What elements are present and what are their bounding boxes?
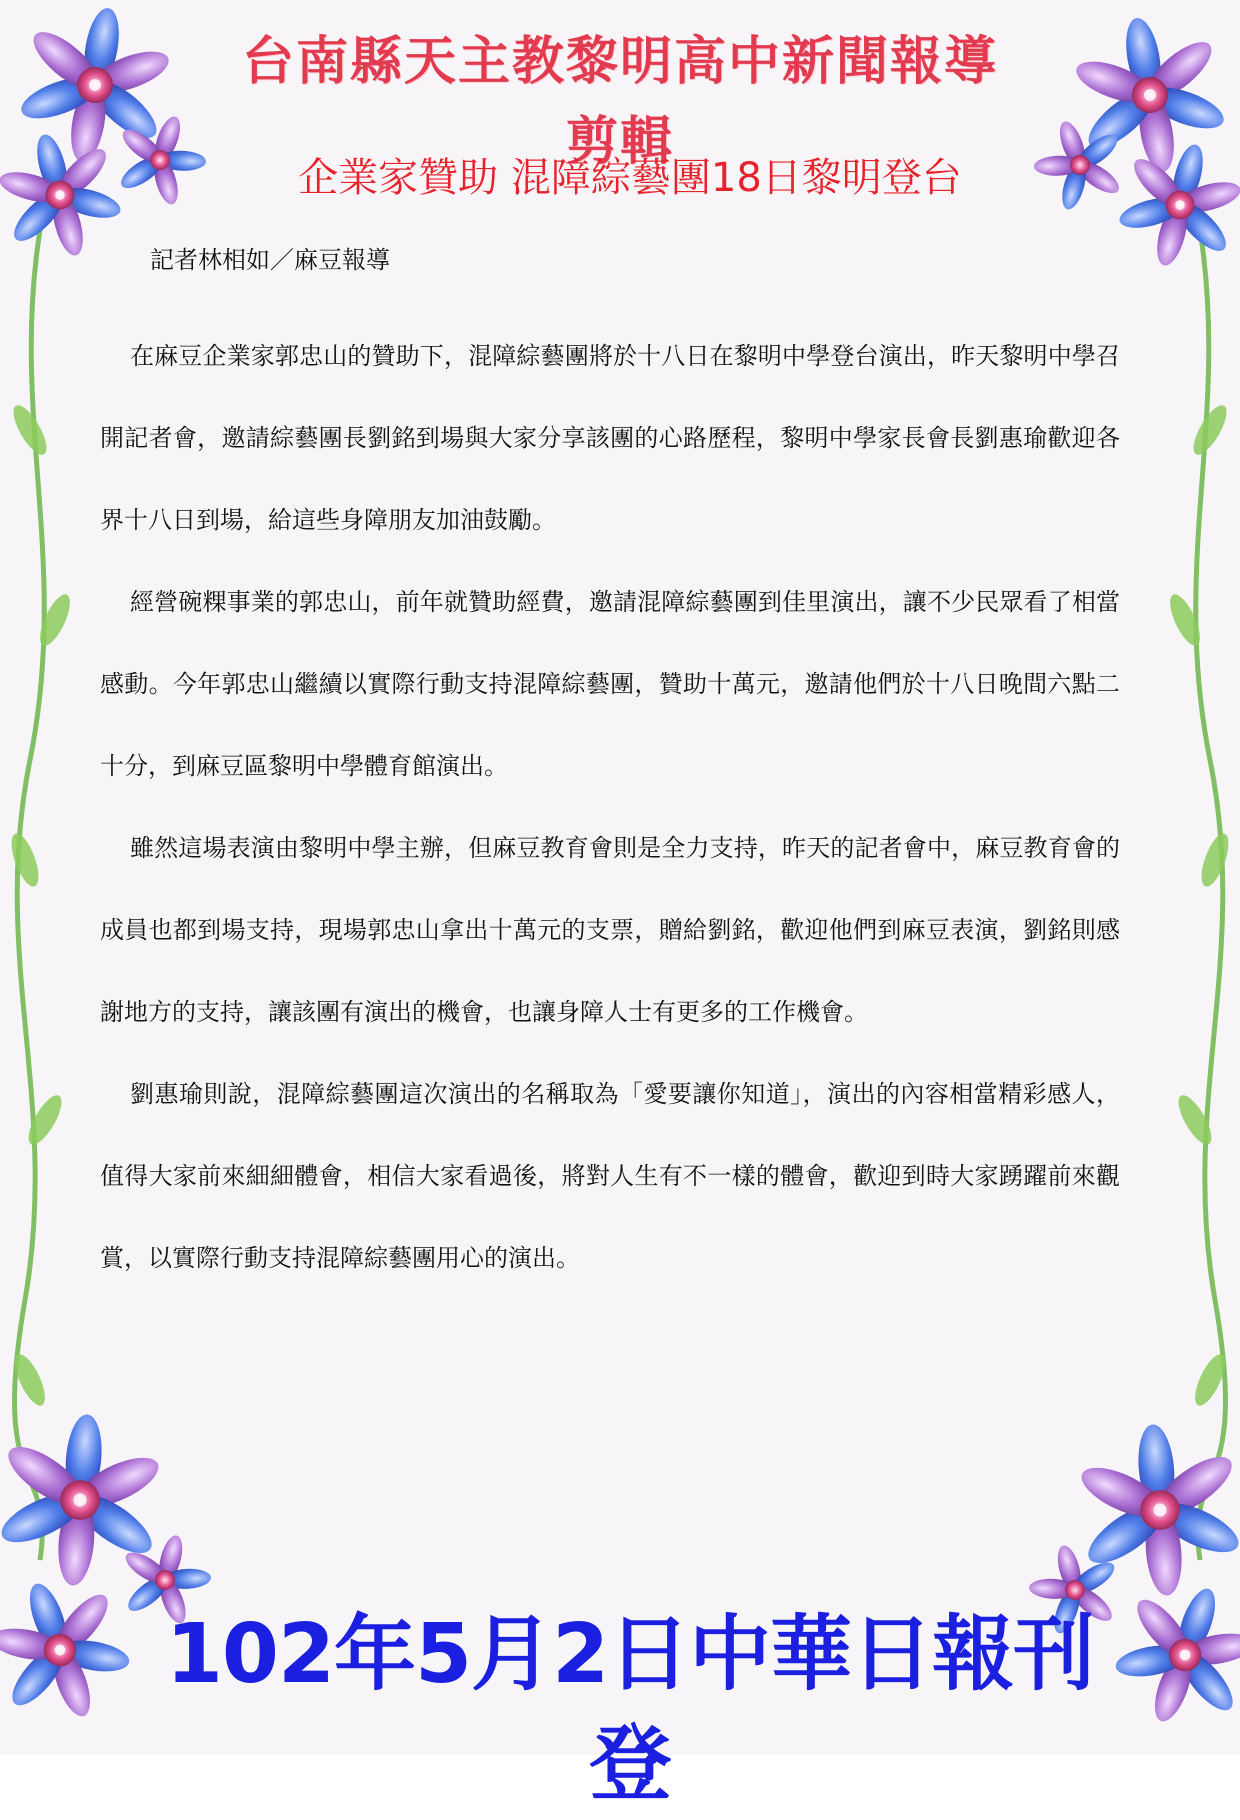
article-paragraph: 雖然這場表演由黎明中學主辦，但麻豆教育會則是全力支持，昨天的記者會中，麻豆教育會的成員也都到場支持，現場郭忠山拿出十萬元的支票，贈給劉銘，歡迎他們到麻豆表演，劉銘則感謝地方的支持，讓該團有演出的機會，也讓身障人士有更多的工作機會。 [100, 834, 1120, 1026]
article-paragraph: 在麻豆企業家郭忠山的贊助下，混障綜藝團將於十八日在黎明中學登台演出，昨天黎明中學召開記者會，邀請綜藝團長劉銘到場與大家分享該團的心路歷程，黎明中學家長會長劉惠瑜歡迎各界十八日到場，給這些身障朋友加油鼓勵。 [100, 342, 1120, 534]
article-paragraph: 劉惠瑜則說，混障綜藝團這次演出的名稱取為「愛要讓你知道」，演出的內容相當精彩感人，值得大家前來細細體會，相信大家看過後，將對人生有不一樣的體會，歡迎到時大家踴躍前來觀賞，以實際行動支持混障綜藝團用心的演出。 [100, 1080, 1120, 1272]
clipping-header-title: 台南縣天主教黎明高中新聞報導剪輯 [241, 31, 998, 172]
publication-date-stamp: 102年5月2日中華日報刊登 [165, 1607, 1095, 1812]
article-headline: 企業家贊助 混障綜藝團18日黎明登台 [298, 155, 962, 201]
article-body [100, 315, 1120, 1299]
article-byline: 記者林相如／麻豆報導 [150, 246, 390, 274]
article-paragraph: 經營碗粿事業的郭忠山，前年就贊助經費，邀請混障綜藝團到佳里演出，讓不少民眾看了相當感動。今年郭忠山繼續以實際行動支持混障綜藝團，贊助十萬元，邀請他們於十八日晚間六點二十分，到麻豆區黎明中學體育館演出。 [100, 588, 1120, 780]
